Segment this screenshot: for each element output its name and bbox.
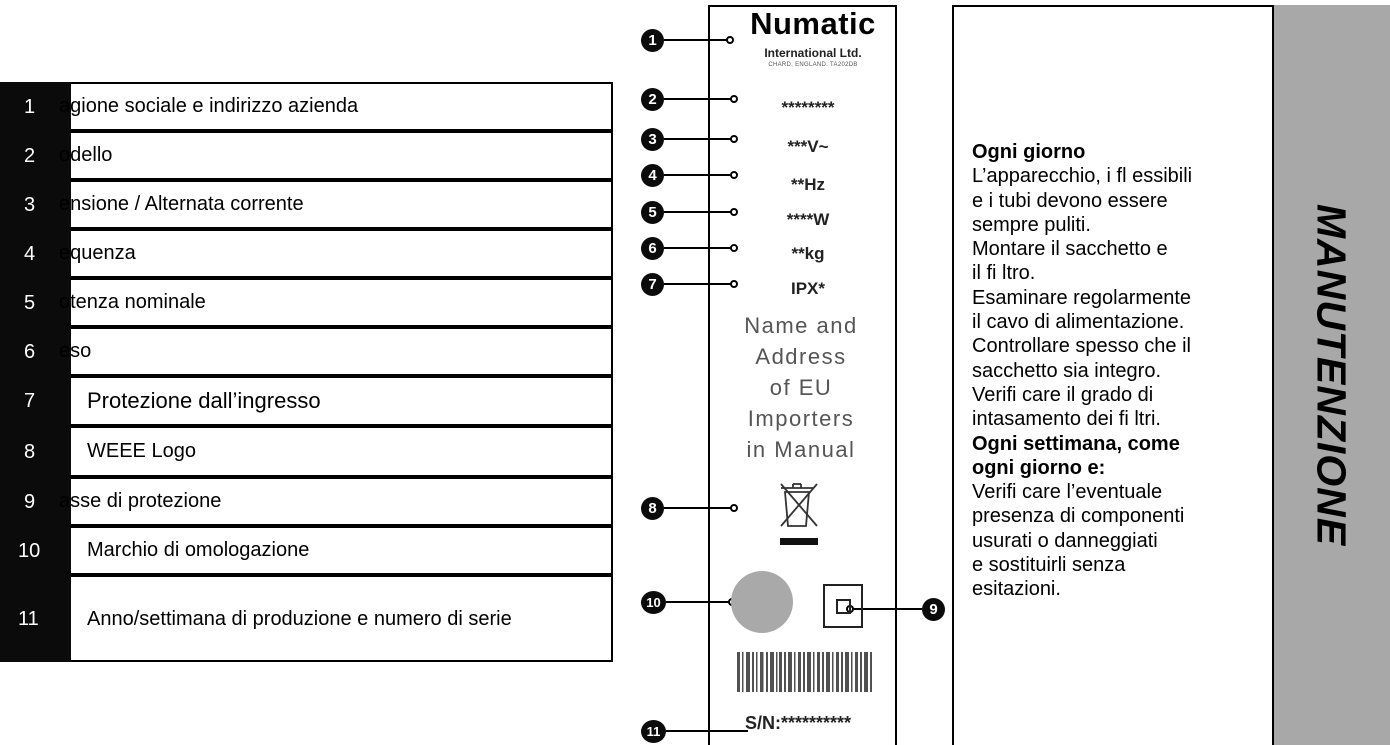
marker-11: 11	[641, 720, 666, 743]
legend-text: WEEE Logo	[87, 440, 196, 462]
daily-line: sacchetto sia integro.	[972, 359, 1161, 382]
weekly-line: Verifi care l’eventuale	[972, 481, 1163, 504]
importer-line: in Manual	[746, 437, 856, 462]
marker-8: 8	[641, 497, 664, 520]
leader-dot-4	[731, 172, 737, 178]
model-value: ********	[781, 98, 835, 117]
daily-heading: Ogni giorno	[972, 141, 1086, 163]
brand-subtitle: International Ltd.	[764, 46, 862, 60]
approval-mark-icon	[731, 571, 793, 633]
importer-line: Address	[755, 344, 847, 369]
weee-bin-icon	[781, 484, 817, 526]
marker-6: 6	[641, 237, 664, 260]
legend-number: 6	[0, 327, 71, 376]
legend-number: 11	[0, 575, 71, 662]
marker-7: 7	[641, 273, 664, 296]
weekly-heading: Ogni settimana, come	[972, 432, 1180, 455]
daily-line: Esaminare regolarmente	[972, 286, 1191, 309]
importer-line: Importers	[747, 406, 855, 431]
marker-2: 2	[641, 88, 664, 111]
leader-dot-7	[731, 281, 737, 287]
importer-line: Name and	[744, 313, 858, 338]
legend-text: Marchio di omologazione	[87, 539, 310, 561]
marker-1: 1	[641, 29, 664, 52]
daily-line: il cavo di alimentazione.	[972, 311, 1185, 334]
ip-rating-value: IPX*	[790, 279, 826, 298]
serial-number: S/N:**********	[745, 713, 852, 733]
legend-number: 1	[0, 82, 71, 131]
barcode-icon	[737, 652, 872, 692]
power-value: ****W	[786, 210, 830, 229]
legend-number: 2	[0, 131, 71, 180]
daily-line: Verifi care il grado di	[972, 383, 1154, 406]
leader-dot-6	[731, 245, 737, 251]
legend-number: 3	[0, 180, 71, 229]
importer-line: of EU	[769, 375, 833, 400]
brand-name: Numatic	[750, 6, 876, 41]
legend-number: 4	[0, 229, 71, 278]
legend-text: eso	[59, 340, 92, 362]
daily-line: Controllare spesso che il	[972, 335, 1191, 358]
frequency-value: **Hz	[790, 175, 825, 194]
weight-value: **kg	[791, 244, 825, 263]
marker-5: 5	[641, 201, 664, 224]
daily-line: Montare il sacchetto e	[972, 238, 1168, 261]
legend-text: odello	[59, 144, 113, 166]
daily-line: intasamento dei fi ltri.	[972, 408, 1161, 431]
marker-9: 9	[922, 598, 945, 621]
leader-dot-3	[731, 136, 737, 142]
daily-line: e i tubi devono essere	[972, 189, 1168, 212]
legend-number: 10	[0, 526, 71, 575]
weekly-line: e sostituirli senza	[972, 554, 1126, 577]
legend-number: 7	[0, 376, 71, 426]
legend-text: equenza	[59, 242, 136, 264]
maintenance-title: MANUTENZIONE	[1308, 203, 1355, 547]
weekly-line: presenza di componenti	[972, 505, 1185, 528]
daily-line: L’apparecchio, i fl essibili	[972, 165, 1193, 188]
legend-number: 5	[0, 278, 71, 327]
weekly-line: usurati o danneggiati	[972, 529, 1158, 552]
daily-line: il fi ltro.	[972, 262, 1036, 285]
leader-dot-2	[731, 96, 737, 102]
marker-3: 3	[641, 128, 664, 151]
voltage-value: ***V~	[787, 137, 829, 156]
marker-4: 4	[641, 164, 664, 187]
leader-dot-1	[727, 37, 733, 43]
legend-number: 8	[0, 426, 71, 477]
legend-text: Anno/settimana di produzione e numero di serie	[87, 607, 512, 630]
class-ii-icon	[824, 585, 862, 627]
legend-number: 9	[0, 477, 71, 526]
leader-dot-5	[731, 209, 737, 215]
legend-text: Protezione dall’ingresso	[87, 388, 321, 413]
weekly-heading: ogni giorno e:	[972, 456, 1106, 479]
legend-text: agione sociale e indirizzo azienda	[59, 95, 359, 117]
legend-text: otenza nominale	[59, 291, 206, 313]
daily-line: sempre puliti.	[972, 213, 1091, 236]
weee-bar	[780, 538, 818, 545]
maintenance-instructions	[972, 140, 1268, 602]
brand-address: CHARD, ENGLAND. TA202DB	[768, 62, 858, 68]
leader-dot-8	[731, 505, 737, 511]
legend-text: ensione / Alternata corrente	[59, 193, 304, 215]
legend-text: asse di protezione	[59, 490, 222, 512]
marker-10: 10	[641, 591, 666, 614]
weekly-line: esitazioni.	[972, 578, 1061, 601]
